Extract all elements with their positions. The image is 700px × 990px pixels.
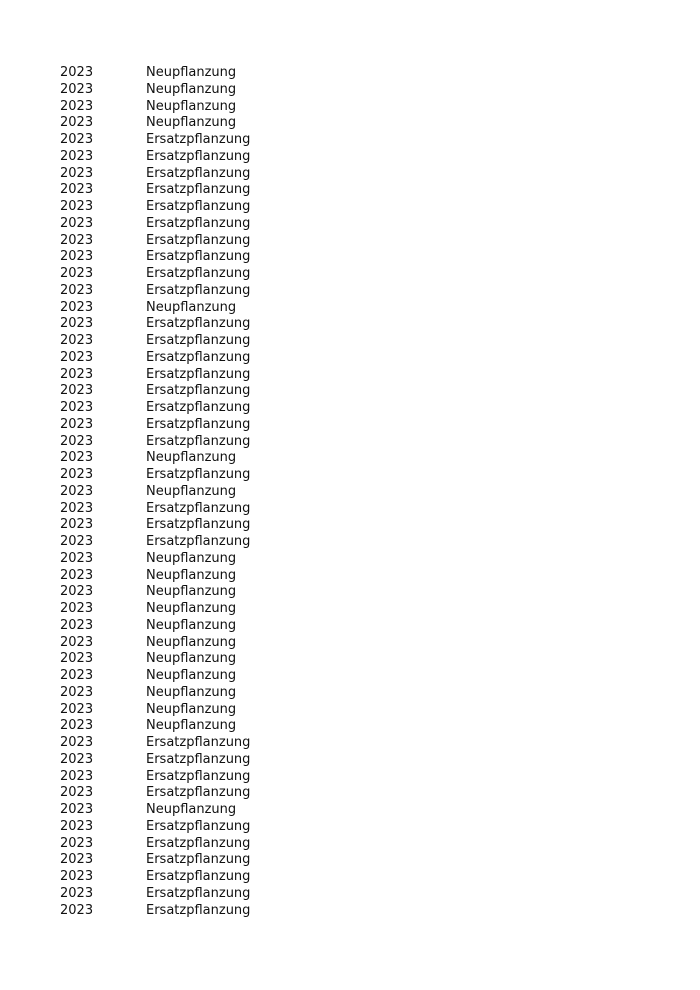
year-cell: 2023 [60,668,94,683]
planting-type-cell: Ersatzpflanzung [146,785,251,801]
year-cell: 2023 [60,584,94,600]
planting-type-cell: Neupflanzung [146,65,237,80]
planting-type-cell: Ersatzpflanzung [146,835,251,851]
planting-type-cell: Ersatzpflanzung [146,215,251,231]
planting-type-cell: Ersatzpflanzung [146,768,251,784]
year-cell: 2023 [60,617,94,633]
year-cell: 2023 [60,785,94,801]
planting-type-cell: Neupflanzung [146,668,237,683]
year-cell: 2023 [60,835,94,851]
year-cell: 2023 [60,550,94,566]
year-cell: 2023 [60,634,94,650]
year-cell: 2023 [60,165,94,181]
year-cell: 2023 [60,148,94,164]
year-cell: 2023 [60,400,94,415]
year-cell: 2023 [60,852,94,868]
year-cell: 2023 [60,299,94,315]
year-cell: 2023 [60,383,94,399]
year-cell: 2023 [60,869,94,884]
year-cell: 2023 [60,98,94,114]
planting-type-cell: Ersatzpflanzung [146,383,251,399]
year-cell: 2023 [60,349,94,365]
year-cell: 2023 [60,182,94,198]
planting-type-cell: Ersatzpflanzung [146,266,251,281]
planting-type-cell: Ersatzpflanzung [146,199,251,214]
planting-type-cell: Ersatzpflanzung [146,869,251,884]
planting-type-cell: Ersatzpflanzung [146,400,251,415]
planting-type-cell: Neupflanzung [146,299,237,315]
year-cell: 2023 [60,651,94,667]
year-cell: 2023 [60,81,94,97]
year-cell: 2023 [60,701,94,717]
year-cell: 2023 [60,818,94,834]
planting-type-cell: Neupflanzung [146,617,237,633]
planting-type-cell: Ersatzpflanzung [146,249,251,265]
planting-type-cell: Ersatzpflanzung [146,902,251,918]
year-cell: 2023 [60,534,94,549]
planting-type-cell: Neupflanzung [146,483,237,499]
planting-type-cell: Ersatzpflanzung [146,349,251,365]
year-cell: 2023 [60,433,94,449]
year-cell: 2023 [60,199,94,214]
year-cell: 2023 [60,467,94,482]
year-cell: 2023 [60,316,94,332]
year-cell: 2023 [60,517,94,533]
year-cell: 2023 [60,718,94,734]
planting-type-cell: Neupflanzung [146,567,237,583]
planting-type-cell: Neupflanzung [146,98,237,114]
planting-type-cell: Ersatzpflanzung [146,517,251,533]
planting-type-cell: Ersatzpflanzung [146,366,251,382]
year-cell: 2023 [60,266,94,281]
planting-type-cell: Neupflanzung [146,115,237,131]
planting-type-cell: Ersatzpflanzung [146,885,251,901]
year-cell: 2023 [60,65,94,80]
planting-type-cell: Neupflanzung [146,601,237,616]
planting-type-cell: Neupflanzung [146,450,237,466]
planting-type-cell: Neupflanzung [146,718,237,734]
year-cell: 2023 [60,282,94,298]
planting-type-cell: Neupflanzung [146,634,237,650]
year-cell: 2023 [60,115,94,131]
planting-type-cell: Ersatzpflanzung [146,282,251,298]
planting-type-cell: Ersatzpflanzung [146,534,251,549]
planting-type-cell: Neupflanzung [146,651,237,667]
planting-type-cell: Ersatzpflanzung [146,416,251,432]
planting-type-cell: Ersatzpflanzung [146,735,251,750]
year-cell: 2023 [60,902,94,918]
planting-type-cell: Ersatzpflanzung [146,132,251,147]
planting-type-cell: Neupflanzung [146,550,237,566]
planting-type-cell: Ersatzpflanzung [146,467,251,482]
year-cell: 2023 [60,751,94,767]
planting-type-cell: Neupflanzung [146,684,237,700]
year-cell: 2023 [60,885,94,901]
year-cell: 2023 [60,366,94,382]
planting-type-cell: Ersatzpflanzung [146,751,251,767]
planting-type-cell: Ersatzpflanzung [146,148,251,164]
year-cell: 2023 [60,132,94,147]
planting-type-cell: Ersatzpflanzung [146,182,251,198]
year-cell: 2023 [60,768,94,784]
year-cell: 2023 [60,483,94,499]
planting-type-cell: Ersatzpflanzung [146,232,251,248]
year-cell: 2023 [60,416,94,432]
year-cell: 2023 [60,333,94,348]
planting-type-cell: Ersatzpflanzung [146,500,251,516]
planting-type-cell: Neupflanzung [146,584,237,600]
year-cell: 2023 [60,735,94,750]
year-cell: 2023 [60,567,94,583]
planting-type-cell: Ersatzpflanzung [146,818,251,834]
planting-type-cell: Neupflanzung [146,701,237,717]
year-cell: 2023 [60,601,94,616]
planting-type-cell: Neupflanzung [146,81,237,97]
planting-type-cell: Ersatzpflanzung [146,316,251,332]
year-cell: 2023 [60,802,94,817]
planting-type-cell: Ersatzpflanzung [146,165,251,181]
year-cell: 2023 [60,232,94,248]
year-cell: 2023 [60,500,94,516]
year-cell: 2023 [60,684,94,700]
year-cell: 2023 [60,215,94,231]
year-cell: 2023 [60,249,94,265]
year-cell: 2023 [60,450,94,466]
planting-type-cell: Ersatzpflanzung [146,433,251,449]
planting-type-cell: Ersatzpflanzung [146,333,251,348]
planting-type-cell: Ersatzpflanzung [146,852,251,868]
planting-type-cell: Neupflanzung [146,802,237,817]
